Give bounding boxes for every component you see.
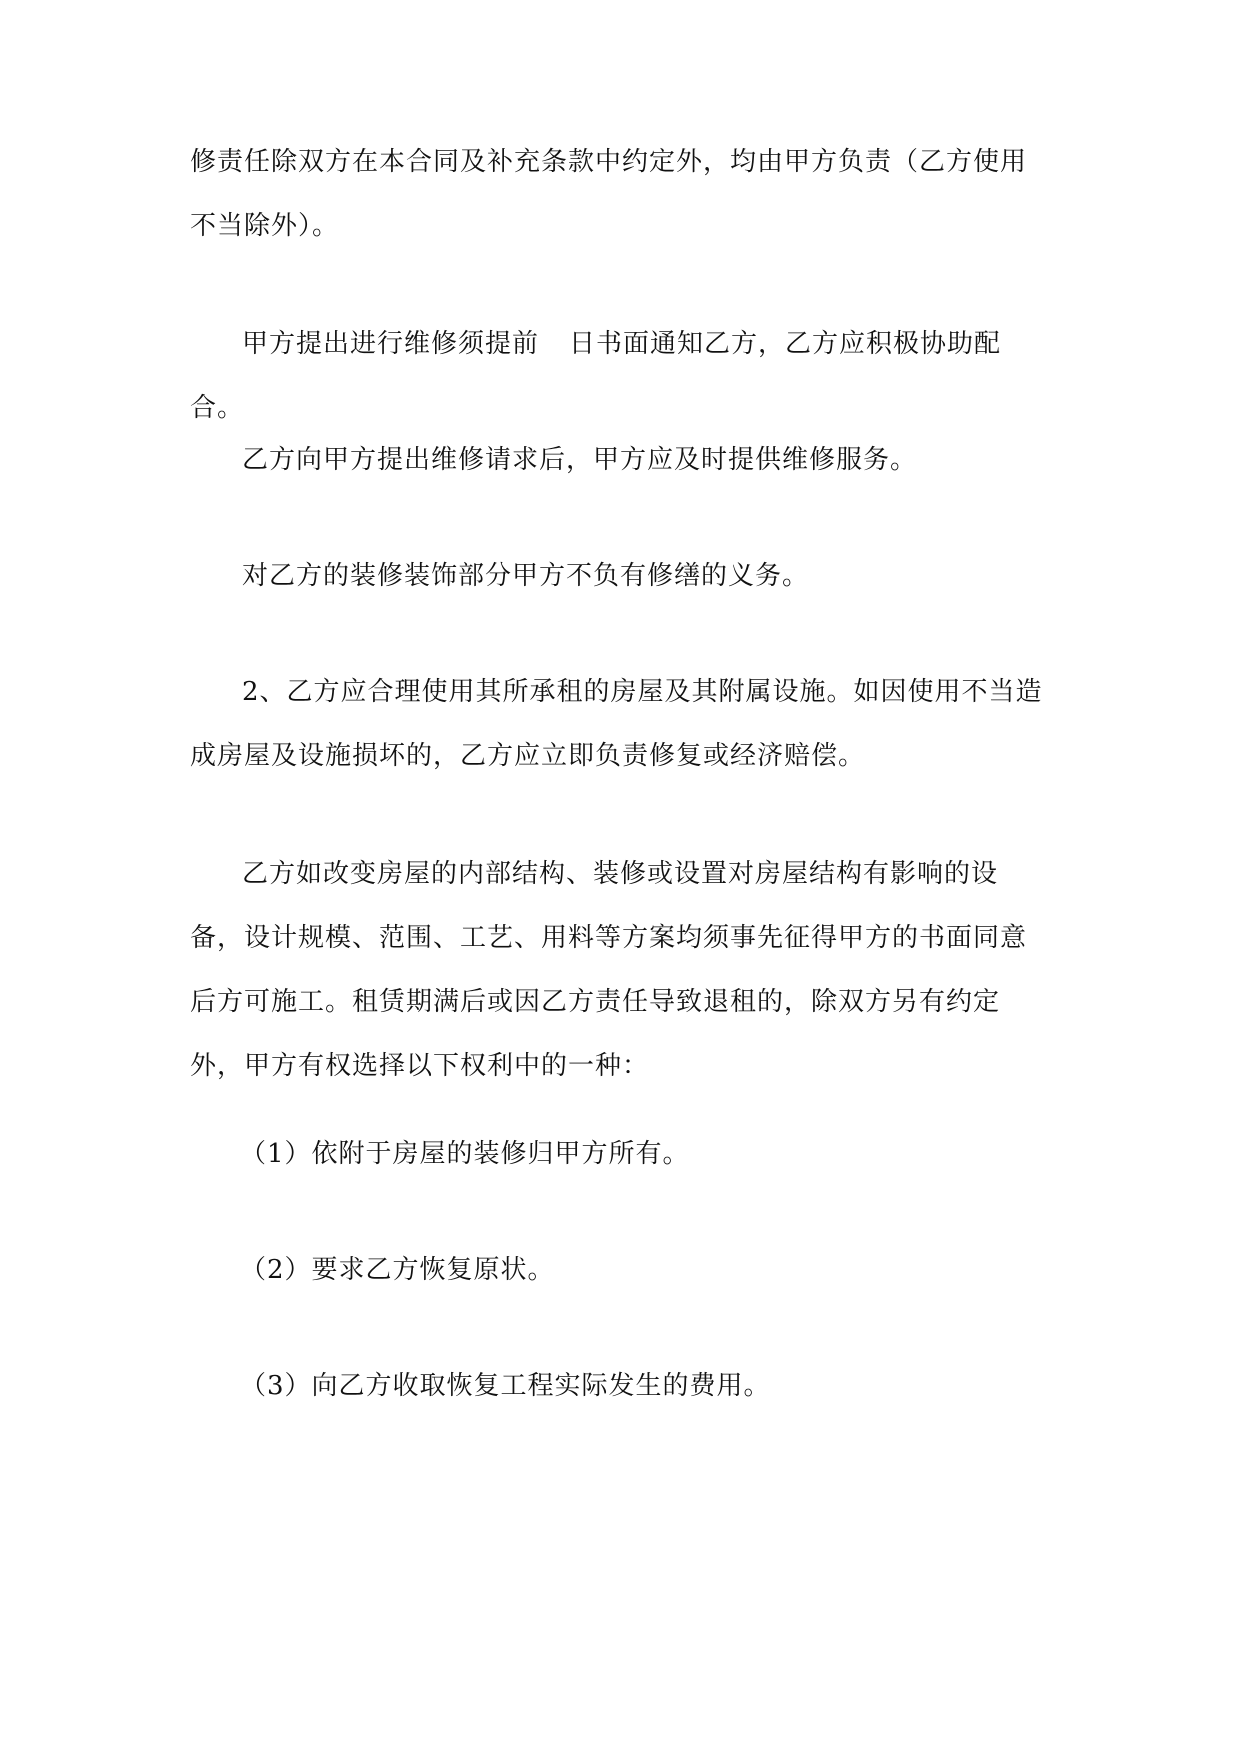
paragraph-structure-change: 乙方如改变房屋的内部结构、装修或设置对房屋结构有影响的设备，设计规模、范围、工艺、用料等方案均须事先征得甲方的书面同意后方可施工。租赁期满后或因乙方责任导致退租的，除双方另有约定外，甲方有权选择以下权利中的一种： [190, 859, 1028, 1081]
paragraph-repair-notice [190, 312, 1050, 440]
list-item-option-1: （1）依附于房屋的装修归甲方所有。 [240, 1139, 690, 1169]
repair-notice-text-after: 日书面通知乙方，乙方应积极协助配合。 [190, 329, 1002, 423]
list-item-option-2: （2）要求乙方恢复原状。 [240, 1255, 555, 1285]
list-item-option-3: （3）向乙方收取恢复工程实际发生的费用。 [240, 1371, 771, 1401]
paragraph-decoration-exclusion: 对乙方的装修装饰部分甲方不负有修缮的义务。 [242, 561, 810, 591]
paragraph-repair-responsibility: 修责任除双方在本合同及补充条款中约定外，均由甲方负责（乙方使用不当除外）。 [190, 147, 1028, 241]
repair-notice-text-before: 甲方提出进行维修须提前 [242, 329, 540, 359]
paragraph-clause-2: 2、乙方应合理使用其所承租的房屋及其附属设施。如因使用不当造成房屋及设施损坏的，乙方应立即负责修复或经济赔偿。 [190, 677, 1043, 771]
paragraph-repair-request: 乙方向甲方提出维修请求后，甲方应及时提供维修服务。 [242, 445, 918, 475]
